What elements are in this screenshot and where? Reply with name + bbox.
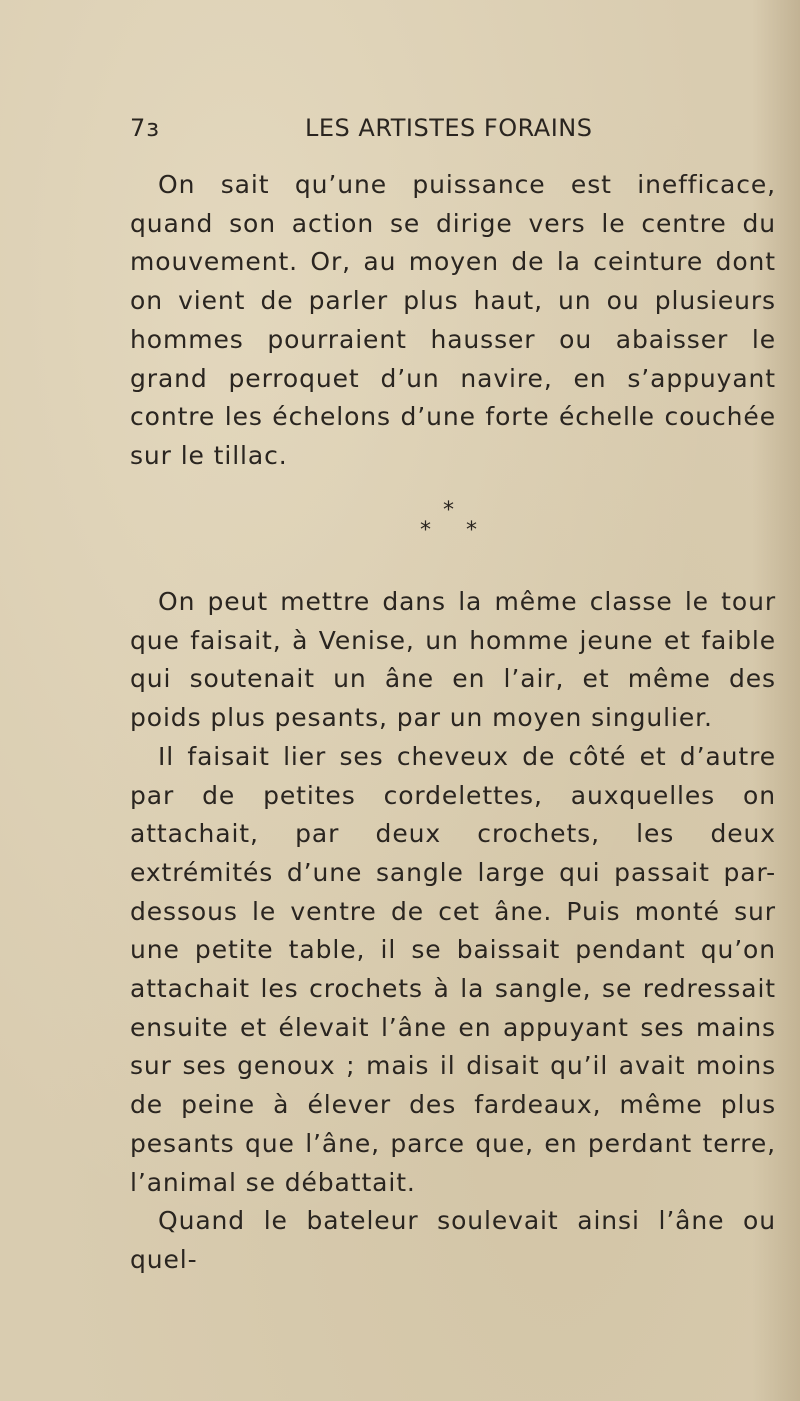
running-head bbox=[130, 114, 776, 148]
asterisk-left: * bbox=[420, 518, 431, 543]
asterisk-right: * bbox=[466, 518, 477, 543]
paragraph-3: Il faisait lier ses cheveux de côté et d’autre par de petites cordelettes, auxquelles on attachait, par deux crochets, les deux extrémités d’une sangle large qui passait par-dessous le ventre de cet âne. Puis monté sur une petite table, il se baissait pendant qu’on attachait les crochets à la sangle, se redressait ensuite et élevait l’âne en appuyant ses mains sur ses genoux ; mais il disait qu’il avait moins de peine à élever des fardeaux, même plus pesants que l’âne, parce que, en perdant terre, l’animal se débattait. bbox=[130, 741, 776, 1197]
asterism-ornament bbox=[420, 500, 480, 544]
paragraph-4: Quand le bateleur soulevait ainsi l’âne ou quel- bbox=[130, 1206, 776, 1274]
paragraph-1: On sait qu’une puissance est inefficace, quand son action se dirige vers le centre du mouvement. Or, au moyen de la ceinture dont on vient de parler plus haut, un ou plusieurs hommes pourraient hausser ou abaisser le grand perroquet d’un navire, en s’appuyant contre les échelons d’une forte échelle couchée sur le tillac. bbox=[130, 170, 776, 470]
asterisk-top: * bbox=[443, 498, 454, 523]
running-title: LES ARTISTES FORAINS bbox=[305, 114, 593, 142]
text-block-top bbox=[130, 166, 776, 476]
paragraph-2: On peut mettre dans la même classe le tour que faisait, à Venise, un homme jeune et faible qui soutenait un âne en l’air, et même des poids plus pesants, par un moyen singulier. bbox=[130, 587, 776, 733]
text-block-bottom bbox=[130, 583, 776, 1280]
page-number: 7ɜ bbox=[130, 114, 161, 142]
